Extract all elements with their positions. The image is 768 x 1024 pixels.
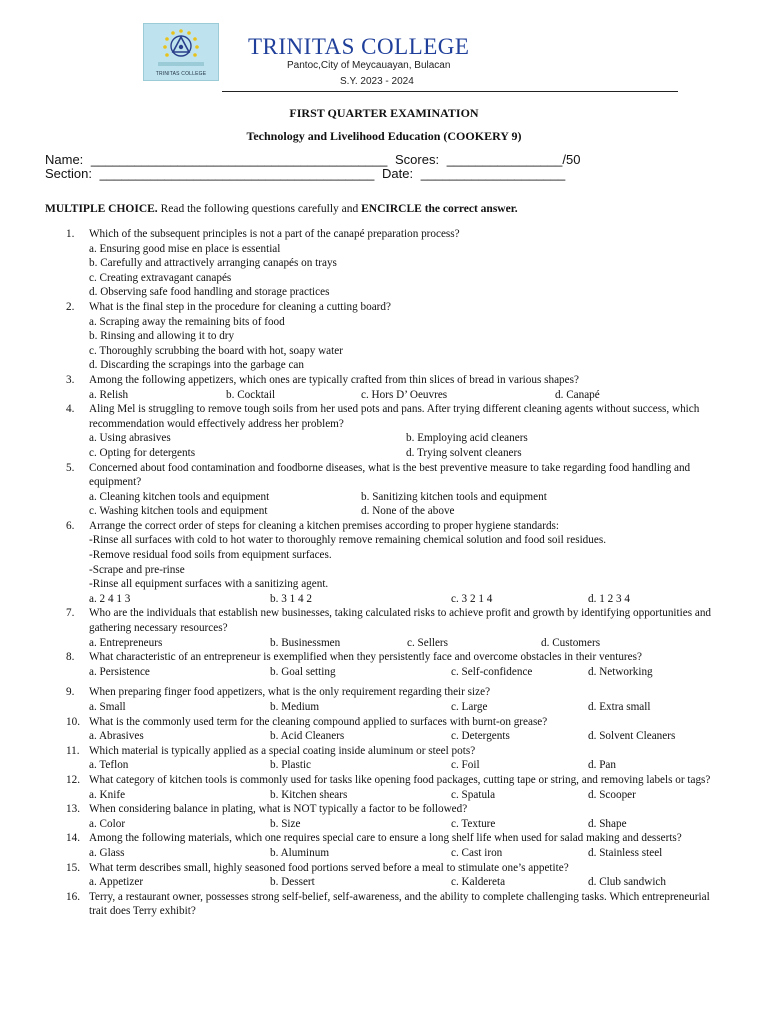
answer-option[interactable]: a. Teflon <box>89 759 129 772</box>
question-item <box>66 831 726 860</box>
question-number: 14. <box>66 832 80 845</box>
answer-option[interactable]: a. Scraping away the remaining bits of food <box>89 315 285 328</box>
question-item <box>66 373 726 402</box>
answer-option[interactable]: d. Stainless steel <box>588 846 663 859</box>
answer-row <box>89 665 726 680</box>
exam-subject: Technology and Livelihood Education (COOKERY 9) <box>246 129 522 143</box>
question-item <box>66 744 726 773</box>
answer-option[interactable]: d. Solvent Cleaners <box>588 730 676 743</box>
school-year: S.Y. 2023 - 2024 <box>340 76 414 87</box>
question-item <box>66 861 726 890</box>
answer-option[interactable]: d. Discarding the scrapings into the garbage can <box>89 359 304 372</box>
answer-option[interactable]: d. Pan <box>588 759 616 772</box>
answer-row <box>89 758 726 773</box>
question-text: Aling Mel is struggling to remove tough soils from her used pots and pans. After trying different cleaning agents without success, which recommendation would effectively address her problem? <box>89 403 700 430</box>
answer-row <box>89 729 726 744</box>
answer-option[interactable]: b. Plastic <box>270 759 312 772</box>
answer-row <box>89 504 726 519</box>
answer-option[interactable]: b. Aluminum <box>270 846 330 859</box>
question-number: 6. <box>66 519 75 532</box>
question-text: Which material is typically applied as a special coating inside aluminum or steel pots? <box>89 744 476 757</box>
answer-option[interactable]: b. Acid Cleaners <box>270 730 345 743</box>
answer-option[interactable]: b. Medium <box>270 701 320 713</box>
answer-option[interactable]: c. Large <box>451 701 488 713</box>
question-step: -Scrape and pre-rinse <box>89 563 185 576</box>
question-text: What term describes small, highly seasoned food portions served before a meal to stimulate one’s appetite? <box>89 861 569 874</box>
answer-option[interactable]: b. Employing acid cleaners <box>406 432 528 445</box>
answer-option[interactable]: c. Cast iron <box>451 846 503 859</box>
question-text: Among the following materials, which one requires special care to ensure a long shelf life when used for salad making and desserts? <box>89 832 682 845</box>
instructions <box>45 203 518 215</box>
answer-option[interactable]: b. Goal setting <box>270 665 336 678</box>
question-text: What characteristic of an entrepreneur is exemplified when they persistently face and overcome obstacles in their ventures? <box>89 651 642 664</box>
question-text: Which of the subsequent principles is not a part of the canapé preparation process? <box>89 228 460 240</box>
answer-option[interactable]: c. Washing kitchen tools and equipment <box>89 505 268 518</box>
answer-option[interactable]: a. Color <box>89 817 126 830</box>
answer-option[interactable]: c. Foil <box>451 759 480 772</box>
section-label: Section: <box>45 166 92 181</box>
answer-row <box>89 446 726 461</box>
question-number: 13. <box>66 803 80 816</box>
header-divider <box>222 91 678 92</box>
answer-option[interactable]: a. Abrasives <box>89 730 144 743</box>
question-number: 1. <box>66 228 75 240</box>
answer-option[interactable]: a. Using abrasives <box>89 432 171 445</box>
document-header <box>0 0 768 100</box>
answer-option[interactable]: a. 2 4 1 3 <box>89 592 131 605</box>
answer-option[interactable]: b. Cocktail <box>226 388 276 401</box>
scores-label: Scores: <box>394 152 440 167</box>
answer-option[interactable]: d. Shape <box>588 817 627 830</box>
instructions-emphasis: ENCIRCLE the correct answer. <box>361 203 518 215</box>
question-item <box>66 519 726 607</box>
question-number: 2. <box>66 300 75 313</box>
answer-option[interactable]: d. Trying solvent cleaners <box>406 446 522 459</box>
question-number: 15. <box>66 861 80 874</box>
question-text: What category of kitchen tools is commonly used for tasks like opening food packages, cutting tape or string, and removing labels or tags? <box>89 773 711 786</box>
question-step: -Rinse all equipment surfaces with a sanitizing agent. <box>89 578 329 591</box>
answer-option[interactable]: c. Texture <box>451 817 496 830</box>
question-number: 3. <box>66 373 75 386</box>
college-name: TRINITAS COLLEGE <box>248 34 470 59</box>
answer-row <box>89 846 726 861</box>
question-number: 16. <box>66 890 80 903</box>
question-text: Who are the individuals that establish new businesses, taking calculated risks to achieve profit and growth by identifying opportunities and gathering necessary resources? <box>89 607 712 635</box>
answer-option[interactable]: a. Entrepreneurs <box>89 636 163 649</box>
question-item <box>66 402 726 460</box>
answer-option[interactable]: c. Detergents <box>451 730 510 743</box>
answer-option[interactable]: b. 3 1 4 2 <box>270 592 312 605</box>
answer-option[interactable]: d. Extra small <box>588 701 651 713</box>
answer-option[interactable]: d. Observing safe food handling and storage practices <box>89 286 330 299</box>
answer-row <box>89 490 726 505</box>
answer-option[interactable]: d. Networking <box>588 665 653 678</box>
answer-option[interactable]: b. Carefully and attractively arranging canapés on trays <box>89 257 337 270</box>
answer-row <box>89 817 726 832</box>
answer-option[interactable]: c. 3 2 1 4 <box>451 592 493 605</box>
logo-caption: TRINITAS COLLEGE <box>155 71 207 77</box>
name-scores-row <box>45 152 580 167</box>
answer-row <box>89 788 726 803</box>
question-number: 8. <box>66 651 75 664</box>
answer-option[interactable]: b. Sanitizing kitchen tools and equipment <box>361 490 547 503</box>
answer-option[interactable]: c. Sellers <box>407 636 449 649</box>
answer-option[interactable]: d. Club sandwich <box>588 876 666 889</box>
question-item <box>66 300 726 373</box>
question-text: Concerned about food contamination and foodborne diseases, what is the best preventive measure to take regarding food handling and equipment? <box>89 461 691 489</box>
answer-option[interactable]: a. Appetizer <box>89 876 144 889</box>
question-number: 4. <box>66 403 75 416</box>
question-number: 10. <box>66 715 80 728</box>
answer-option[interactable]: a. Glass <box>89 846 125 859</box>
question-step: -Rinse all surfaces with cold to hot water to thoroughly remove remaining chemical solution and food soil residues. <box>89 534 606 547</box>
answer-option[interactable]: c. Self-confidence <box>451 665 533 678</box>
answer-option[interactable]: b. Kitchen shears <box>270 788 348 801</box>
answer-option[interactable]: a. Ensuring good mise en place is essential <box>89 242 281 255</box>
answer-option[interactable]: d. Canapé <box>555 388 600 401</box>
question-text: Arrange the correct order of steps for cleaning a kitchen premises according to proper hygiene standards: <box>89 519 560 532</box>
answer-row <box>89 700 726 715</box>
question-item <box>66 715 726 744</box>
date-label: Date: <box>381 166 414 181</box>
question-item <box>66 227 726 300</box>
question-item <box>66 650 726 679</box>
section-date-row <box>45 166 565 181</box>
answer-option[interactable]: d. None of the above <box>361 505 455 518</box>
answer-row <box>89 592 726 607</box>
instructions-text: Read the following questions carefully and <box>157 203 362 215</box>
question-text: What is the final step in the procedure for cleaning a cutting board? <box>89 300 391 313</box>
answer-row <box>89 636 726 651</box>
answer-option[interactable]: c. Spatula <box>451 788 496 801</box>
question-number: 7. <box>66 607 75 620</box>
question-number: 5. <box>66 461 75 474</box>
answer-row <box>89 388 726 403</box>
answer-option[interactable]: b. Rinsing and allowing it to dry <box>89 330 235 343</box>
answer-option[interactable]: a. Small <box>89 701 126 713</box>
question-text: Terry, a restaurant owner, possesses strong self-belief, self-awareness, and the ability to complete challenging tasks. Which entrepreneurial trait does Terry exhibit? <box>89 890 710 918</box>
question-list <box>66 227 726 919</box>
answer-option[interactable]: d. Customers <box>541 636 601 649</box>
question-number: 9. <box>66 686 75 699</box>
question-text: When preparing finger food appetizers, what is the only requirement regarding their size? <box>89 686 491 699</box>
answer-row <box>89 431 726 446</box>
answer-option[interactable]: c. Kaldereta <box>451 876 506 889</box>
question-item <box>66 890 726 919</box>
answer-option[interactable]: a. Knife <box>89 788 126 801</box>
date-field[interactable]: ____________________ <box>420 166 566 181</box>
answer-option[interactable]: c. Hors D’ Oeuvres <box>361 388 448 401</box>
answer-option[interactable]: b. Size <box>270 817 301 830</box>
answer-option[interactable]: c. Thoroughly scrubbing the board with hot, soapy water <box>89 344 343 357</box>
answer-option[interactable]: b. Dessert <box>270 876 315 889</box>
answer-option[interactable]: d. 1 2 3 4 <box>588 592 630 605</box>
exam-title: FIRST QUARTER EXAMINATION <box>289 106 479 120</box>
answer-row <box>89 875 726 890</box>
section-field[interactable]: ______________________________________ <box>99 166 375 181</box>
question-text: What is the commonly used term for the cleaning compound applied to surfaces with burnt-on grease? <box>89 715 548 728</box>
question-item <box>66 461 726 519</box>
question-number: 12. <box>66 773 80 786</box>
question-text: Among the following appetizers, which ones are typically crafted from thin slices of bread in various shapes? <box>89 373 579 386</box>
question-text: When considering balance in plating, what is NOT typically a factor to be followed? <box>89 803 468 816</box>
answer-option[interactable]: a. Persistence <box>89 665 150 678</box>
instructions-heading: MULTIPLE CHOICE. <box>45 203 158 215</box>
scores-field[interactable]: ________________/50 <box>446 152 581 167</box>
answer-option[interactable]: c. Creating extravagant canapés <box>89 271 232 284</box>
question-item <box>66 606 726 650</box>
answer-option[interactable]: a. Relish <box>89 388 129 401</box>
question-item <box>66 773 726 802</box>
question-item <box>66 685 726 714</box>
name-field[interactable]: _________________________________________ <box>90 152 388 167</box>
college-address: Pantoc,City of Meycauayan, Bulacan <box>287 60 451 71</box>
question-step: -Remove residual food soils from equipment surfaces. <box>89 549 332 562</box>
answer-option[interactable]: b. Businessmen <box>270 636 341 649</box>
answer-option[interactable]: c. Opting for detergents <box>89 446 196 459</box>
answer-option[interactable]: a. Cleaning kitchen tools and equipment <box>89 490 270 503</box>
question-item <box>66 802 726 831</box>
college-logo <box>143 23 219 81</box>
name-label: Name: <box>45 152 84 167</box>
answer-option[interactable]: d. Scooper <box>588 788 636 801</box>
question-number: 11. <box>66 744 80 757</box>
